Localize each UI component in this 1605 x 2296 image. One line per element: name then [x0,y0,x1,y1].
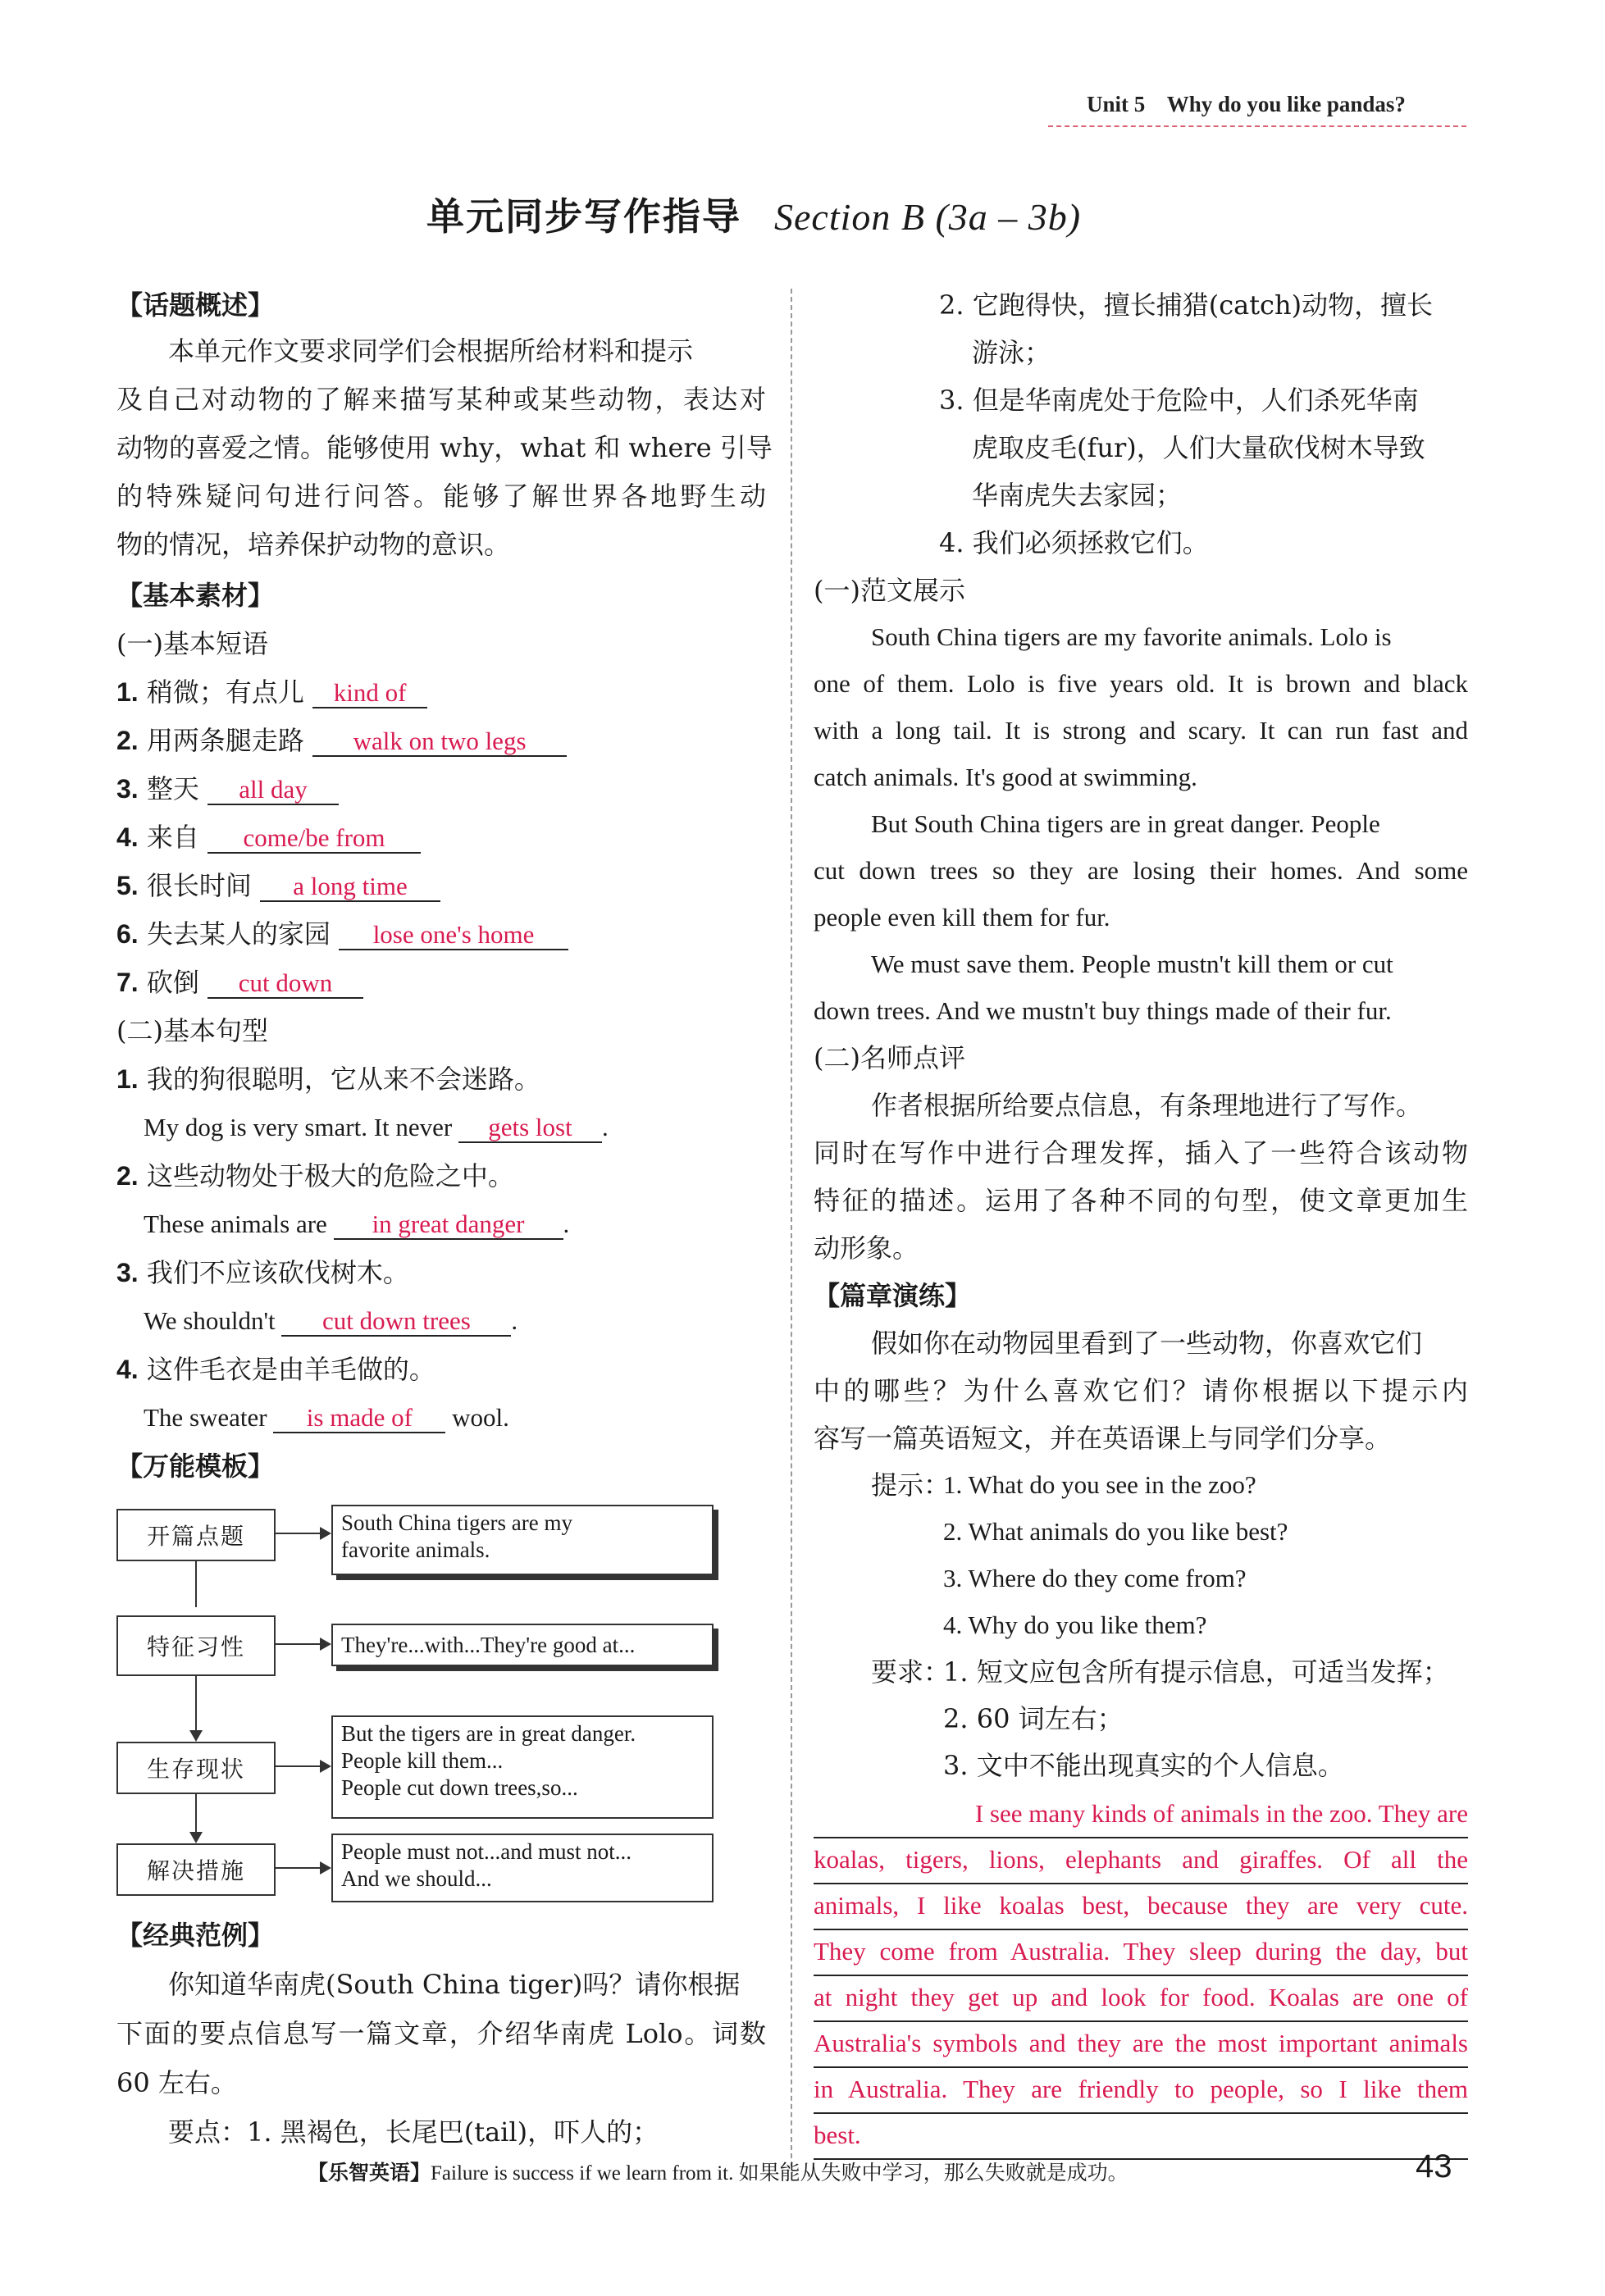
phrase-item: 4. 来自 come/be from [116,821,421,854]
model-line: cut down trees so they are losing their homes. And some [814,856,1468,885]
page-title [426,187,1081,241]
flow-text-box: People must not...and must not... And we should... [331,1834,714,1902]
sentence-cn: 2. 这些动物处于极大的危险之中。 [116,1160,514,1191]
arrow-right-icon [320,1638,331,1651]
answer-blank: kind of [312,679,427,708]
comment-heading: (二)名师点评 [814,1042,965,1073]
answer-blank: gets lost [458,1114,602,1143]
flow-label-box: 特征习性 [116,1615,276,1676]
flow-text-box: South China tigers are my favorite animals. [331,1505,714,1575]
model-line: But South China tigers are in great danger. People [871,809,1380,838]
sentence-cn: 1. 我的狗很聪明，它从来不会迷路。 [116,1064,540,1095]
arrow-right-icon [320,1527,331,1540]
flow-connector [195,1558,197,1607]
title-en: Section B (3a – 3b) [774,196,1082,238]
model-heading: (一)范文展示 [814,575,965,606]
answer-line: animals, I like koalas best, because they are very cute. [814,1883,1468,1930]
example-point: 游泳； [972,337,1051,368]
answer-line: Australia's symbols and they are the most important animals [814,2020,1468,2068]
example-point: 华南虎失去家园； [972,480,1183,511]
topic-line: 及自己对动物的了解来描写某种或某些动物，表达对 [116,384,766,415]
example-point: 虎取皮毛(fur)，人们大量砍伐树木导致 [972,432,1425,463]
topic-line: 动物的喜爱之情。能够使用 why，what 和 where 引导 [116,432,773,463]
sentence-en: My dog is very smart. It never gets lost . [144,1113,609,1141]
comment-line: 动形象。 [814,1232,919,1264]
phrase-item: 2. 用两条腿走路 walk on two legs [116,724,567,757]
sentence-en: The sweater is made of wool. [144,1403,509,1432]
answer-line: best. [814,2112,1468,2160]
phrase-item: 6. 失去某人的家园 lose one's home [116,918,568,950]
model-line: one of them. Lolo is five years old. It is brown and black [814,669,1468,698]
flow-label-box: 解决措施 [116,1843,276,1896]
sentence-en: We shouldn't cut down trees . [144,1306,518,1335]
practice-prompt-line: 假如你在动物园里看到了一些动物，你喜欢它们 [871,1328,1423,1359]
column-divider [791,289,792,2166]
comment-line: 作者根据所给要点信息，有条理地进行了写作。 [871,1090,1423,1121]
materials-heading: 【基本素材】 [116,580,275,611]
example-point: 3. 但是华南虎处于危险中，人们杀死华南 [939,385,1419,416]
phrases-heading: (一)基本短语 [116,628,268,659]
requirement-item: 2. 60 词左右； [943,1703,1124,1734]
header-rule [1048,125,1466,127]
phrase-item: 3. 整天 all day [116,772,339,805]
flow-label-box: 生存现状 [116,1742,276,1794]
example-point: 要点：1. 黑褐色，长尾巴(tail)，吓人的； [168,2116,659,2148]
flow-label-box: 开篇点题 [116,1509,276,1561]
flow-text-box: They're...with...They're good at... [331,1624,714,1666]
unit-label: Unit 5 [1087,92,1146,116]
topic-line: 物的情况，培养保护动物的意识。 [116,529,511,560]
footer-brand: 【乐智英语】 [308,2161,431,2184]
page-number: 43 [1416,2148,1452,2184]
flow-connector [274,1765,323,1767]
arrow-down-icon [189,1832,203,1843]
practice-heading: 【篇章演练】 [814,1280,972,1311]
sentence-cn: 4. 这件毛衣是由羊毛做的。 [116,1354,435,1385]
running-header [1087,92,1406,117]
phrase-item: 7. 砍倒 cut down [116,966,363,999]
answer-blank: lose one's home [339,921,568,950]
flow-connector [274,1643,323,1645]
arrow-down-icon [189,1730,203,1742]
answer-blank: cut down [207,969,363,999]
example-prompt-line: 下面的要点信息写一篇文章，介绍华南虎 Lolo。词数 [116,2018,766,2049]
answer-line: They come from Australia. They sleep during the day, but [814,1929,1468,1976]
sentence-cn: 3. 我们不应该砍伐树木。 [116,1257,409,1288]
model-line: people even kill them for fur. [814,903,1110,932]
requirement-item: 1. 短文应包含所有提示信息，可适当发挥； [943,1656,1449,1688]
sentence-en: These animals are in great danger . [144,1210,570,1238]
comment-line: 特征的描述。运用了各种不同的句型，使文章更加生 [814,1185,1468,1216]
example-prompt-line: 你知道华南虎(South China tiger)吗？请你根据 [168,1969,741,2000]
phrase-item: 1. 稍微；有点儿 kind of [116,676,427,708]
topic-line: 本单元作文要求同学们会根据所给材料和提示 [168,335,694,367]
sentences-heading: (二)基本句型 [116,1015,268,1046]
answer-line: I see many kinds of animals in the zoo. They are [814,1791,1468,1838]
answer-blank: a long time [260,872,440,902]
hints-label: 提示： [871,1469,951,1501]
example-prompt-line: 60 左右。 [116,2067,237,2098]
model-line: down trees. And we mustn't buy things made of their fur. [814,996,1392,1025]
arrow-right-icon [320,1760,331,1773]
answer-line: in Australia. They are friendly to people, so I like them [814,2066,1468,2114]
model-line: South China tigers are my favorite animals. Lolo is [871,622,1392,651]
model-line: catch animals. It's good at swimming. [814,763,1197,791]
phrase-item: 5. 很长时间 a long time [116,869,440,902]
topic-heading: 【话题概述】 [116,289,275,321]
answer-blank: in great danger [334,1210,563,1240]
answer-blank: all day [207,776,339,805]
answer-blank: cut down trees [281,1307,511,1337]
flow-text-box: But the tigers are in great danger. People kill them... People cut down trees,so... [331,1715,714,1819]
flow-connector [274,1867,323,1869]
answer-line: at night they get up and look for food. Koalas are one of [814,1975,1468,2022]
hint-item: 2. What animals do you like best? [943,1517,1288,1546]
flow-connector [274,1533,323,1534]
practice-prompt-line: 容写一篇英语短文，并在英语课上与同学们分享。 [814,1423,1392,1454]
title-cn: 单元同步写作指导 [426,194,741,239]
answer-blank: come/be from [207,824,421,854]
topic-line: 的特殊疑问句进行问答。能够了解世界各地野生动 [116,481,766,512]
answer-blank: is made of [273,1404,445,1433]
hint-item: 1. What do you see in the zoo? [943,1470,1256,1499]
flow-connector [195,1673,197,1738]
requirements-label: 要求： [871,1656,951,1688]
footer-quote [308,2157,1129,2186]
answer-line: koalas, tigers, lions, elephants and giraffes. Of all the [814,1837,1468,1884]
example-point: 4. 我们必须拯救它们。 [939,527,1209,558]
comment-line: 同时在写作中进行合理发挥，插入了一些符合该动物 [814,1137,1468,1168]
example-heading: 【经典范例】 [116,1920,275,1951]
template-heading: 【万能模板】 [116,1451,275,1482]
requirement-item: 3. 文中不能出现真实的个人信息。 [943,1750,1344,1781]
arrow-right-icon [320,1861,331,1875]
model-line: We must save them. People mustn't kill them or cut [871,950,1393,978]
footer-text: Failure is success if we learn from it. 如果能从失败中学习，那么失败就是成功。 [431,2162,1129,2184]
hint-item: 3. Where do they come from? [943,1564,1247,1592]
hint-item: 4. Why do you like them? [943,1610,1207,1639]
unit-question: Why do you like pandas? [1166,92,1406,116]
answer-blank: walk on two legs [312,727,567,757]
practice-prompt-line: 中的哪些？为什么喜欢它们？请你根据以下提示内 [814,1375,1468,1406]
example-point: 2. 它跑得快，擅长捕猎(catch)动物，擅长 [939,289,1434,321]
model-line: with a long tail. It is strong and scary. It can run fast and [814,716,1468,745]
